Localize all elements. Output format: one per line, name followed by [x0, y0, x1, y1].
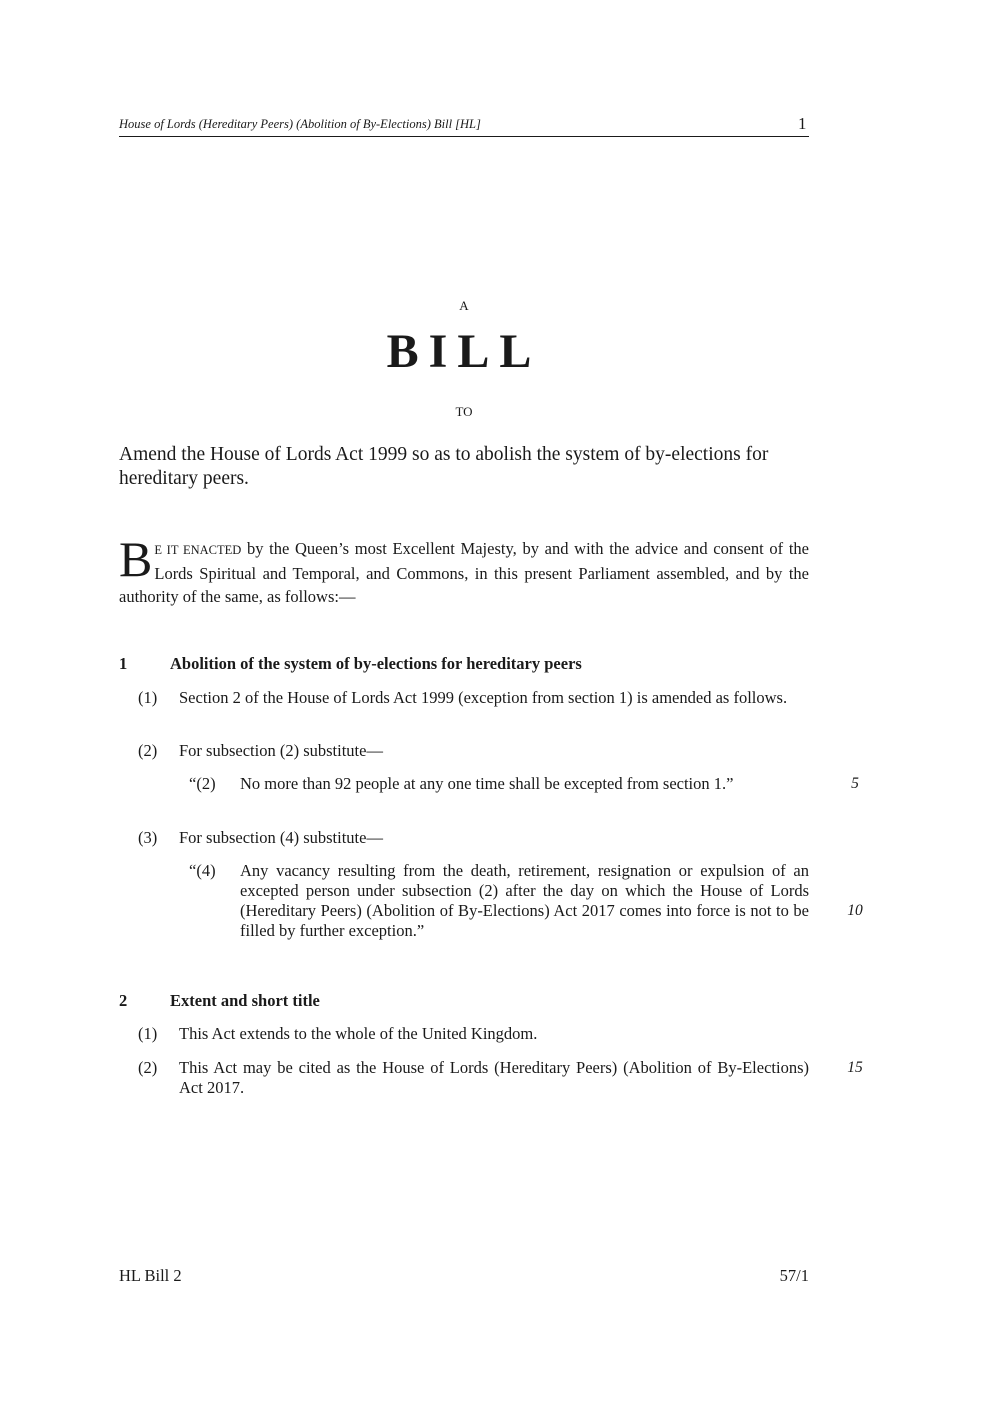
line-number-15: 15	[847, 1059, 863, 1076]
section-2-heading: Extent and short title	[170, 991, 320, 1010]
quoted-subsection-4-text: Any vacancy resulting from the death, retirement, resignation or expulsion of an excepted person under subsection (2) after the day on which the House of Lords (Hereditary Peers) (Abolition of By-Elections) Act 2017 comes into force is not to be filled by further exception.”	[240, 861, 809, 940]
footer-print-code: 57/1	[779, 1266, 809, 1285]
line-number-5: 5	[851, 775, 859, 792]
quoted-subsection-2-text: No more than 92 people at any one time shall be excepted from section 1.”	[240, 774, 734, 793]
section-2-subsection-1-number: (1)	[138, 1024, 158, 1043]
drop-cap: B	[119, 531, 153, 587]
bill-title: BILL	[386, 325, 542, 378]
section-2-subsection-2-text: This Act may be cited as the House of Lords (Hereditary Peers) (Abolition of By-Elections) Act 2017.	[179, 1058, 809, 1097]
section-1-subsection-2-number: (2)	[138, 741, 158, 760]
header-rule	[119, 136, 809, 137]
line-number-10: 10	[847, 902, 863, 919]
running-header-title: House of Lords (Hereditary Peers) (Abolition of By-Elections) Bill [HL]	[119, 117, 481, 131]
page-number: 1	[798, 114, 807, 133]
enacting-formula	[119, 531, 809, 608]
enacting-lead: E IT ENACTED	[154, 543, 242, 557]
section-1-subsection-2-text: For subsection (2) substitute—	[179, 741, 383, 760]
section-1-number: 1	[119, 654, 128, 673]
to-label: TO	[455, 404, 473, 419]
section-1-heading: Abolition of the system of by-elections for hereditary peers	[170, 654, 582, 673]
quoted-subsection-4-number: “(4)	[189, 861, 216, 880]
section-1-subsection-3-text: For subsection (4) substitute—	[179, 828, 383, 847]
a-label: A	[459, 298, 469, 313]
long-title: Amend the House of Lords Act 1999 so as to abolish the system of by-elections for hereditary peers.	[119, 444, 769, 489]
section-2-number: 2	[119, 991, 128, 1010]
section-1-subsection-1-text: Section 2 of the House of Lords Act 1999 (exception from section 1) is amended as follows.	[179, 688, 788, 707]
quoted-subsection-2-number: “(2)	[189, 774, 216, 793]
footer-bill-reference: HL Bill 2	[119, 1266, 182, 1285]
section-2-subsection-1-text: This Act extends to the whole of the United Kingdom.	[179, 1024, 538, 1043]
section-1-subsection-3-number: (3)	[138, 828, 158, 847]
section-1-subsection-1-number: (1)	[138, 688, 158, 707]
section-2-subsection-2-number: (2)	[138, 1058, 158, 1077]
enacting-text: by the Queen’s most Excellent Majesty, by and with the advice and consent of the Lords Spiritual and Temporal, and Commons, in this present Parliament assembled, and by the authority of the same, as follows:—	[119, 539, 809, 606]
